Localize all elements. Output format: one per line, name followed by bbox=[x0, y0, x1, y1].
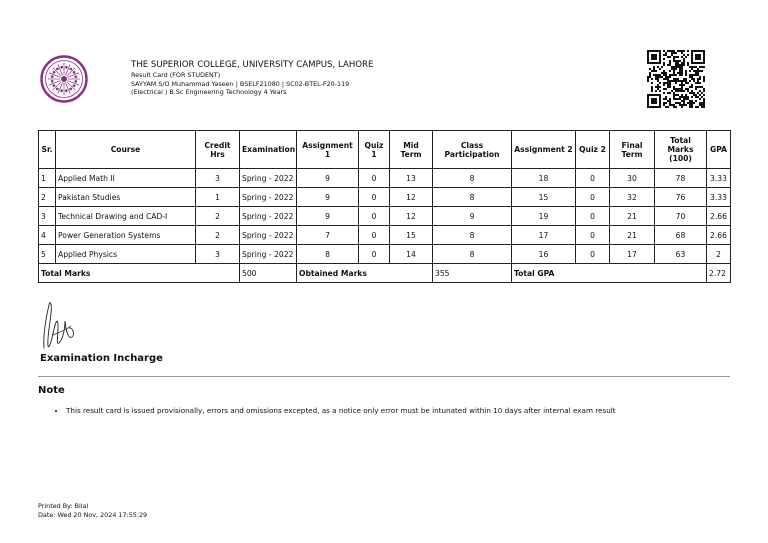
note-item: • This result card is issued provisionally, errors and omissions excepted, as a notice only error must be intunated within 10 days after internal exam result bbox=[66, 406, 738, 415]
cell-sr: 1 bbox=[39, 169, 56, 188]
note-title: Note bbox=[38, 385, 65, 396]
cell-quiz-1: 0 bbox=[359, 188, 390, 207]
cell-mid-term: 13 bbox=[390, 169, 433, 188]
divider bbox=[38, 376, 730, 377]
cell-assignment-2: 18 bbox=[512, 169, 576, 188]
cell-quiz-2: 0 bbox=[576, 207, 610, 226]
cell-assignment-2: 19 bbox=[512, 207, 576, 226]
cell-gpa: 2.66 bbox=[707, 226, 731, 245]
cell-course: Technical Drawing and CAD-I bbox=[56, 207, 196, 226]
signature-image bbox=[38, 295, 83, 353]
obtained-marks-label: Obtained Marks bbox=[297, 264, 433, 283]
cell-assignment-1: 9 bbox=[297, 169, 359, 188]
cell-class-participation: 8 bbox=[433, 188, 512, 207]
cell-total-marks: 68 bbox=[655, 226, 707, 245]
cell-gpa: 2 bbox=[707, 245, 731, 264]
header-mid-term: Mid Term bbox=[390, 131, 433, 169]
cell-sr: 2 bbox=[39, 188, 56, 207]
cell-credit-hrs: 3 bbox=[196, 169, 240, 188]
cell-credit-hrs: 2 bbox=[196, 207, 240, 226]
cell-examination: Spring - 2022 bbox=[240, 207, 297, 226]
table-header-row bbox=[39, 131, 731, 169]
header-total-marks: Total Marks (100) bbox=[655, 131, 707, 169]
examination-incharge-label: Examination Incharge bbox=[40, 353, 163, 364]
result-table bbox=[38, 130, 731, 283]
table-row bbox=[39, 188, 731, 207]
cell-sr: 5 bbox=[39, 245, 56, 264]
cell-credit-hrs: 3 bbox=[196, 245, 240, 264]
header-assignment-2: Assignment 2 bbox=[512, 131, 576, 169]
cell-final-term: 21 bbox=[610, 226, 655, 245]
total-gpa-label: Total GPA bbox=[512, 264, 707, 283]
summary-row bbox=[39, 264, 731, 283]
total-marks-value: 500 bbox=[240, 264, 297, 283]
cell-quiz-1: 0 bbox=[359, 245, 390, 264]
cell-class-participation: 9 bbox=[433, 207, 512, 226]
cell-assignment-1: 9 bbox=[297, 188, 359, 207]
header-block bbox=[131, 60, 373, 97]
header-gpa: GPA bbox=[707, 131, 731, 169]
cell-quiz-2: 0 bbox=[576, 169, 610, 188]
program-info: (Electrical ) B.Sc Engineering Technology 4 Years bbox=[131, 88, 287, 97]
cell-total-marks: 70 bbox=[655, 207, 707, 226]
cell-final-term: 32 bbox=[610, 188, 655, 207]
cell-mid-term: 14 bbox=[390, 245, 433, 264]
cell-gpa: 3.33 bbox=[707, 169, 731, 188]
cell-examination: Spring - 2022 bbox=[240, 169, 297, 188]
header-credit-hrs: Credit Hrs bbox=[196, 131, 240, 169]
cell-assignment-2: 16 bbox=[512, 245, 576, 264]
cell-total-marks: 63 bbox=[655, 245, 707, 264]
print-date: Date: Wed 20 Nov, 2024 17:55:29 bbox=[38, 511, 148, 519]
note-list bbox=[57, 406, 738, 415]
cell-course: Power Generation Systems bbox=[56, 226, 196, 245]
cell-examination: Spring - 2022 bbox=[240, 245, 297, 264]
printed-by: Printed By: Bilal bbox=[38, 502, 89, 510]
cell-assignment-2: 17 bbox=[512, 226, 576, 245]
cell-course: Pakistan Studies bbox=[56, 188, 196, 207]
cell-mid-term: 15 bbox=[390, 226, 433, 245]
college-logo bbox=[40, 55, 88, 103]
cell-total-marks: 78 bbox=[655, 169, 707, 188]
header-quiz-1: Quiz 1 bbox=[359, 131, 390, 169]
total-marks-label: Total Marks bbox=[39, 264, 240, 283]
cell-final-term: 21 bbox=[610, 207, 655, 226]
student-info: SAYYAM S/O Muhammad Yaseen | BSELF21080 | SC02-BTEL-F20-119 bbox=[131, 79, 350, 88]
table-row bbox=[39, 245, 731, 264]
cell-assignment-1: 9 bbox=[297, 207, 359, 226]
header-class-participation: Class Participation bbox=[433, 131, 512, 169]
cell-mid-term: 12 bbox=[390, 188, 433, 207]
college-name: THE SUPERIOR COLLEGE, UNIVERSITY CAMPUS, LAHORE bbox=[131, 60, 374, 70]
cell-examination: Spring - 2022 bbox=[240, 226, 297, 245]
header-examination: Examination bbox=[240, 131, 297, 169]
header-quiz-2: Quiz 2 bbox=[576, 131, 610, 169]
cell-quiz-2: 0 bbox=[576, 188, 610, 207]
print-footer bbox=[38, 502, 147, 520]
total-gpa-value: 2.72 bbox=[707, 264, 731, 283]
table-row bbox=[39, 207, 731, 226]
cell-examination: Spring - 2022 bbox=[240, 188, 297, 207]
cell-assignment-1: 8 bbox=[297, 245, 359, 264]
cell-quiz-1: 0 bbox=[359, 207, 390, 226]
cell-class-participation: 8 bbox=[433, 169, 512, 188]
cell-course: Applied Math II bbox=[56, 169, 196, 188]
table-row bbox=[39, 169, 731, 188]
cell-quiz-2: 0 bbox=[576, 226, 610, 245]
obtained-marks-value: 355 bbox=[433, 264, 512, 283]
cell-credit-hrs: 2 bbox=[196, 226, 240, 245]
cell-credit-hrs: 1 bbox=[196, 188, 240, 207]
cell-class-participation: 8 bbox=[433, 226, 512, 245]
cell-quiz-2: 0 bbox=[576, 245, 610, 264]
cell-sr: 3 bbox=[39, 207, 56, 226]
cell-final-term: 30 bbox=[610, 169, 655, 188]
cell-quiz-1: 0 bbox=[359, 226, 390, 245]
cell-mid-term: 12 bbox=[390, 207, 433, 226]
cell-gpa: 3.33 bbox=[707, 188, 731, 207]
header-final-term: Final Term bbox=[610, 131, 655, 169]
cell-class-participation: 8 bbox=[433, 245, 512, 264]
qr-code-icon bbox=[647, 50, 705, 108]
cell-quiz-1: 0 bbox=[359, 169, 390, 188]
header-assignment-1: Assignment 1 bbox=[297, 131, 359, 169]
cell-assignment-1: 7 bbox=[297, 226, 359, 245]
cell-sr: 4 bbox=[39, 226, 56, 245]
header-course: Course bbox=[56, 131, 196, 169]
cell-total-marks: 76 bbox=[655, 188, 707, 207]
table-row bbox=[39, 226, 731, 245]
cell-course: Applied Physics bbox=[56, 245, 196, 264]
cell-final-term: 17 bbox=[610, 245, 655, 264]
cell-gpa: 2.66 bbox=[707, 207, 731, 226]
header-sr: Sr. bbox=[39, 131, 56, 169]
cell-assignment-2: 15 bbox=[512, 188, 576, 207]
card-title: Result Card (FOR STUDENT) bbox=[131, 71, 221, 79]
